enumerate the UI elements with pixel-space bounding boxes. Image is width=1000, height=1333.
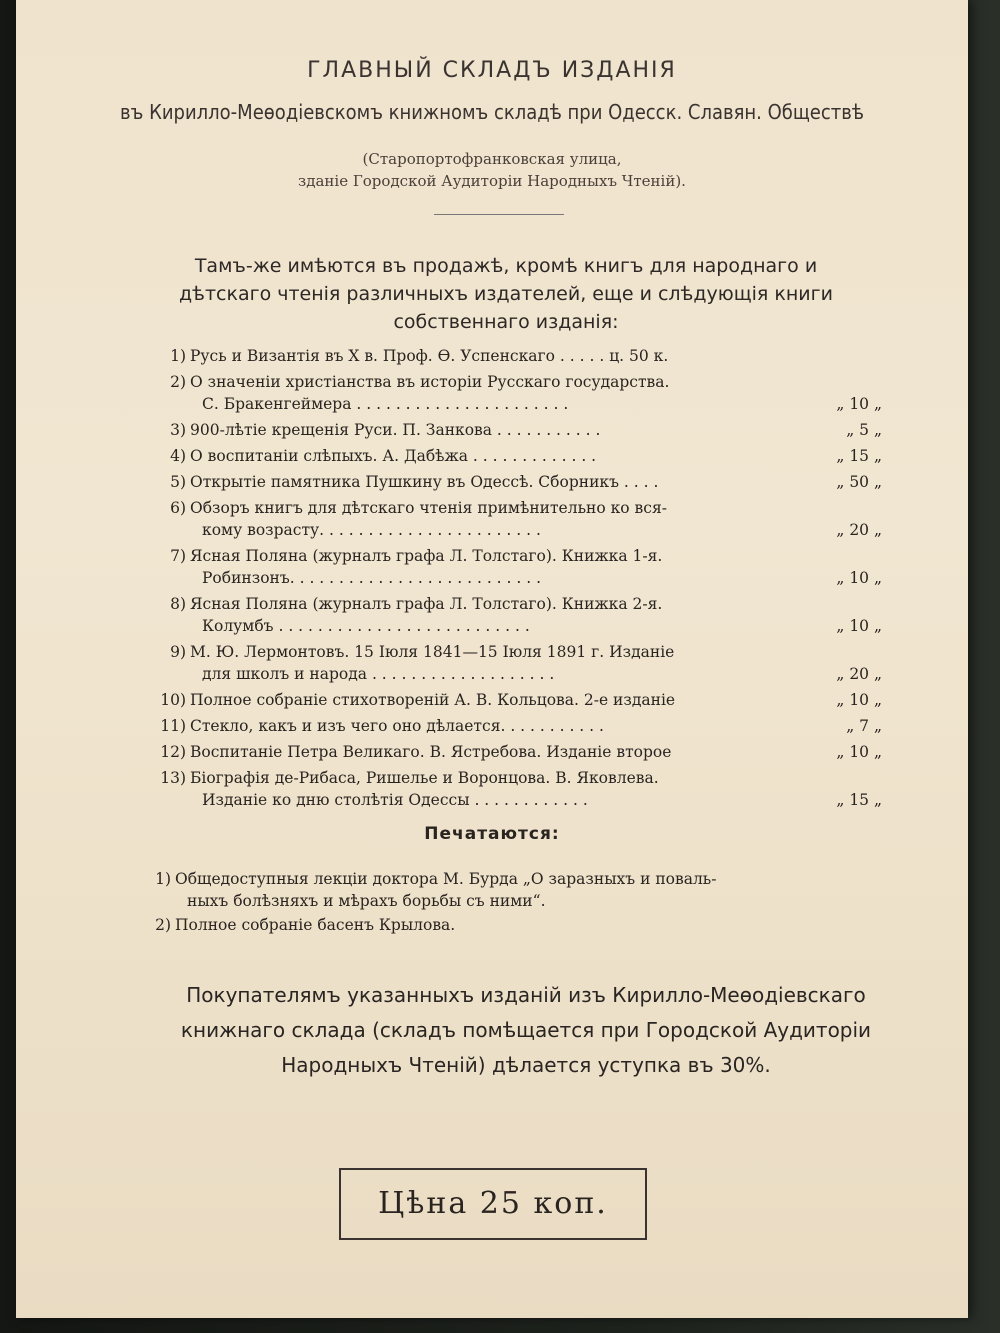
book-list-item [146,371,906,415]
book-title: Полное собраніе стихотвореній А. В. Кольцова. 2-е изданіе [190,691,676,709]
book-number: 1) [170,347,186,365]
book-title: Обзоръ книгъ для дѣтскаго чтенія примѣнительно ко вся- [190,499,667,517]
book-price: „ 7 „ [846,717,882,735]
book-price: „ 10 „ [836,617,882,635]
book-price: „ 10 „ [836,395,882,413]
price-box [339,1168,647,1240]
book-number: 2) [170,373,186,391]
book-number: 7) [170,547,186,565]
printing-item-number: 1) [155,870,171,888]
divider [434,214,564,215]
book-back-cover [16,0,968,1318]
notice-line: Покупателямъ указанныхъ изданій изъ Кирилло-Меѳодіевскаго [186,983,866,1007]
book-title: Русь и Византія въ X в. Проф. Ѳ. Успенскаго . . . . . ц. 50 к. [190,347,669,365]
book-list-item [146,689,906,711]
printing-item [131,868,921,914]
price-label: Цѣна 25 коп. [378,1186,608,1221]
book-price: „ 10 „ [836,743,882,761]
book-number: 6) [170,499,186,517]
book-number: 5) [170,473,186,491]
book-title: Изданіе ко дню столѣтія Одессы . . . . . . . . . . . . [202,791,588,809]
book-title: Стекло, какъ и изъ чего оно дѣлается. . . . . . . . . . . [190,717,604,735]
intro-line: Тамъ-же имѣются въ продажѣ, кромѣ книгъ для народнаго и [194,255,818,277]
book-title: 900-лѣтіе крещенія Руси. П. Занкова . . . . . . . . . . . [190,421,601,439]
book-number: 4) [170,447,186,465]
book-title: М. Ю. Лермонтовъ. 15 Іюля 1841—15 Іюля 1891 г. Изданіе [190,643,675,661]
book-list-item [146,767,906,811]
book-title: кому возрасту. . . . . . . . . . . . . . . . . . . . . . . [202,521,541,539]
book-title: Колумбъ . . . . . . . . . . . . . . . . . . . . . . . . . . [202,617,530,635]
book-title: Біографія де-Рибаса, Ришелье и Воронцова. В. Яковлева. [190,769,659,787]
book-title: Ясная Поляна (журналъ графа Л. Толстаго). Книжка 1-я. [190,547,663,565]
book-number: 8) [170,595,186,613]
book-list-item [146,593,906,637]
book-list-item [146,471,906,493]
printing-list [131,868,921,936]
warehouse-subtitle: въ Кирилло-Меѳодіевскомъ книжномъ складѣ при Одесск. Славян. Обществѣ [120,100,864,124]
book-title: Ясная Поляна (журналъ графа Л. Толстаго). Книжка 2-я. [190,595,663,613]
book-title: С. Бракенгеймера . . . . . . . . . . . . . . . . . . . . . . [202,395,569,413]
notice-line: книжнаго склада (складъ помѣщается при Городской Аудиторіи [180,1018,872,1042]
printing-item-text: ныхъ болѣзняхъ и мѣрахъ борьбы съ ними“. [187,892,546,910]
printing-heading: Печатаются: [424,824,560,844]
book-price: „ 50 „ [836,473,882,491]
book-title: О значеніи христіанства въ исторіи Русскаго государства. [190,373,670,391]
book-number: 11) [160,717,186,735]
book-price: „ 15 „ [836,791,882,809]
printing-item-text: Полное собраніе басенъ Крылова. [175,916,456,934]
book-title: Открытіе памятника Пушкину въ Одессѣ. Сборникъ . . . . [190,473,659,491]
book-list-item [146,741,906,763]
book-list-item [146,497,906,541]
book-price: „ 20 „ [836,665,882,683]
intro-paragraph [136,252,876,336]
warehouse-title: ГЛАВНЫЙ СКЛАДЪ ИЗДАНІЯ [307,58,677,83]
book-price: „ 15 „ [836,447,882,465]
book-number: 13) [160,769,186,787]
buyer-discount-notice [116,978,936,1083]
printing-item [131,914,921,936]
book-list-item [146,445,906,467]
book-list-item [146,419,906,441]
notice-line: Народныхъ Чтеній) дѣлается уступка въ 30%. [281,1053,771,1077]
book-list-item [146,641,906,685]
book-number: 10) [160,691,186,709]
intro-line: дѣтскаго чтенія различныхъ издателей, еще и слѣдующія книги [179,283,833,305]
printing-item-number: 2) [155,916,171,934]
book-number: 9) [170,643,186,661]
address-line-2: зданіе Городской Аудиторіи Народныхъ Чтеній). [298,172,686,190]
book-list [146,345,906,815]
book-title: О воспитаніи слѣпыхъ. А. Дабѣжа . . . . . . . . . . . . . [190,447,597,465]
book-number: 3) [170,421,186,439]
intro-line: собственнаго изданія: [393,311,619,333]
book-price: „ 5 „ [846,421,882,439]
book-title: Робинзонъ. . . . . . . . . . . . . . . . . . . . . . . . . . [202,569,542,587]
book-price: „ 10 „ [836,569,882,587]
book-list-item [146,545,906,589]
book-list-item [146,345,906,367]
book-list-item [146,715,906,737]
book-title: для школъ и народа . . . . . . . . . . . . . . . . . . . [202,665,555,683]
printing-item-text: Общедоступныя лекціи доктора М. Бурда „О заразныхъ и поваль- [175,870,717,888]
address-line-1: (Старопортофранковская улица, [362,150,622,168]
book-price: „ 20 „ [836,521,882,539]
book-title: Воспитаніе Петра Великаго. В. Ястребова. Изданіе второе [190,743,672,761]
book-number: 12) [160,743,186,761]
book-price: „ 10 „ [836,691,882,709]
